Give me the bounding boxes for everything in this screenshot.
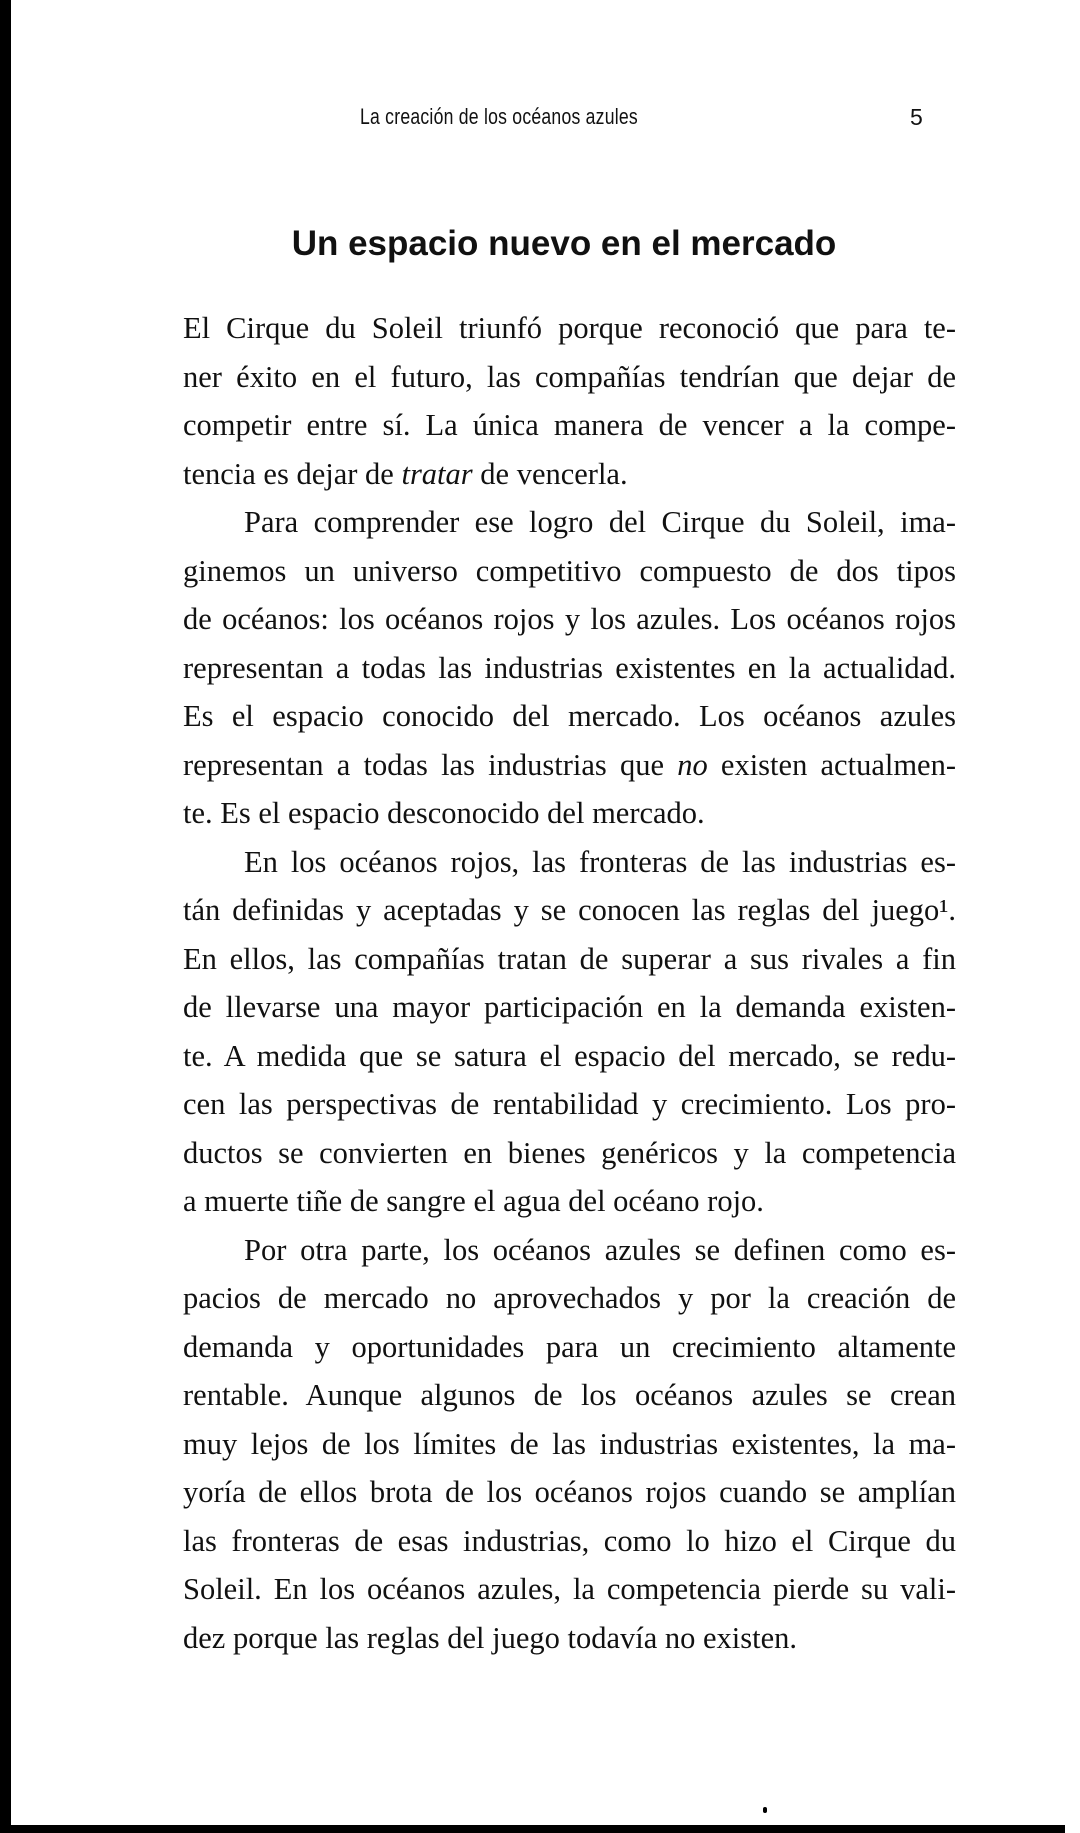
text-line: cen las perspectivas de rentabilidad y crecimiento. Los pro- — [183, 1087, 956, 1121]
text-line: tán definidas y aceptadas y se conocen las reglas del juego¹. — [183, 893, 956, 927]
scan-edge-left — [0, 0, 11, 1833]
emphasis: tratar — [401, 456, 473, 491]
paragraph — [183, 1226, 956, 1663]
text-line: las fronteras de esas industrias, como lo hizo el Cirque du — [183, 1523, 956, 1558]
text-line: de llevarse una mayor participación en la demanda existen- — [183, 990, 956, 1024]
text-line: a muerte tiñe de sangre el agua del océano rojo. — [183, 1184, 764, 1218]
text-line: Por otra parte, los océanos azules se definen como es- — [244, 1232, 956, 1267]
text-line: representan a todas las industrias existentes en la actualidad. — [183, 650, 956, 685]
emphasis: no — [677, 747, 708, 782]
text-run: representan a todas las industrias que — [183, 747, 678, 782]
text-line: En los océanos rojos, las fronteras de las industrias es- — [244, 844, 956, 879]
text-line: pacios de mercado no aprovechados y por la creación de — [183, 1281, 956, 1315]
scan-edge-bottom — [0, 1825, 1065, 1833]
text-line — [183, 741, 956, 790]
text-line: ginemos un universo competitivo compuesto de dos tipos — [183, 553, 956, 588]
scan-speck — [763, 1807, 767, 1813]
text-line: yoría de ellos brota de los océanos rojos cuando se amplían — [183, 1475, 956, 1509]
body-text — [183, 304, 956, 1662]
text-line: Para comprender ese logro del Cirque du Soleil, ima- — [244, 505, 956, 539]
paragraph — [183, 304, 956, 498]
section-title: Un espacio nuevo en el mercado — [291, 224, 837, 263]
text-line: En ellos, las compañías tratan de superar a sus rivales a fin — [183, 941, 956, 976]
text-line: te. Es el espacio desconocido del mercado. — [183, 796, 705, 830]
text-run: de vencerla. — [472, 456, 628, 491]
text-line: dez porque las reglas del juego todavía no existen. — [183, 1620, 798, 1655]
running-head: La creación de los océanos azules — [360, 104, 638, 129]
text-line: te. A medida que se satura el espacio del mercado, se redu- — [183, 1038, 956, 1073]
page-header — [0, 104, 1080, 134]
text-line: Soleil. En los océanos azules, la competencia pierde su vali- — [183, 1572, 956, 1606]
text-line: Es el espacio conocido del mercado. Los océanos azules — [183, 699, 956, 733]
text-line: El Cirque du Soleil triunfó porque reconoció que para te- — [183, 311, 956, 345]
text-line: demanda y oportunidades para un crecimiento altamente — [183, 1329, 956, 1364]
text-line — [183, 450, 956, 499]
text-line: de océanos: los océanos rojos y los azules. Los océanos rojos — [183, 602, 956, 636]
page-number: 5 — [910, 104, 923, 130]
paragraph — [183, 838, 956, 1226]
text-line: ner éxito en el futuro, las compañías tendrían que dejar de — [183, 359, 956, 394]
text-run: existen actualmen- — [707, 747, 956, 782]
text-line: muy lejos de los límites de las industrias existentes, la ma- — [183, 1426, 956, 1461]
text-line: competir entre sí. La única manera de vencer a la compe- — [183, 408, 956, 442]
paragraph — [183, 498, 956, 838]
text-run: tencia es dejar de — [183, 456, 402, 491]
text-line: rentable. Aunque algunos de los océanos azules se crean — [183, 1378, 956, 1412]
text-line: ductos se convierten en bienes genéricos y la competencia — [183, 1135, 956, 1170]
